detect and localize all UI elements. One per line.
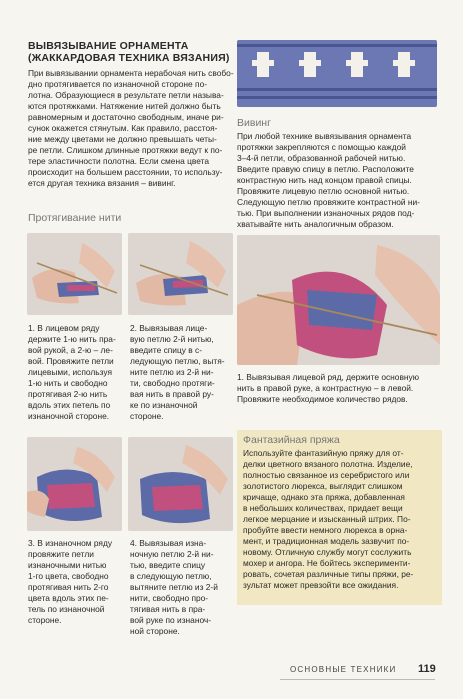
step-3-photo: [27, 437, 122, 531]
fancy-yarn-title: Фантазийная пряжа: [243, 434, 340, 446]
section-heading: ВЫВЯЗЫВАНИЕ ОРНАМЕНТА (ЖАККАРДОВАЯ ТЕХНИКА ВЯЗАНИЯ): [28, 40, 230, 64]
pull-section-title: Протягивание нити: [28, 212, 122, 224]
weaving-caption: 1. Вывязывая лицевой ряд, держите основную нить в правой руке, а контрастную – в левой. Провяжите необходимое количество рядов.: [237, 372, 420, 404]
footer-divider: [280, 679, 435, 680]
jacquard-swatch-photo: [237, 40, 437, 107]
weaving-photo: [237, 235, 440, 365]
page-number: 119: [418, 663, 436, 675]
weaving-title: Вивинг: [237, 117, 271, 129]
fancy-yarn-body: Используйте фантазийную пряжу для от- делки цветного вязаного полотна. Изделие, полностью связанное из серебристого или золотистого люрекса, выглядит слишком кричаще, однако эта пряжа, добавленная в небольших количествах, придает вещи легкое мерцание и изысканный штрих. По- пробуйте ввести немного люрекса в орна- мент, и традиционная модель зазвучит по- новому. Отличную службу могут сослужить мохер и ангора. Не бойтесь эксперименти- ровать, сочетая различные типы пряжи, ре- зультат может превзойти все ожидания.: [243, 448, 414, 590]
step-2-text: 2. Вывязывая лице- вую петлю 2-й нитью, введите спицу в с- ледующую петлю, вытя- ните петлю из 2-й ни- ти, свободно протяги- вая нить в правой ру- ке по изнаночной стороне.: [130, 323, 225, 421]
footer-section-name: ОСНОВНЫЕ ТЕХНИКИ: [290, 665, 397, 674]
weaving-body: При любой технике вывязывания орнамента протяжки закрепляются с помощью каждой 3–4-й петли, образованной рабочей нитью. Введите правую спицу в петлю. Расположите контрастную нить над концом правой спицы. Провяжите лицевую петлю основной нитью. Следующую петлю провяжите контрастной ни- тью. При выполнении изнаночных рядов под- хватывайте нить аналогичным образом.: [237, 131, 420, 229]
step-3-text: 3. В изнаночном ряду провяжите петли изнаночными нитью 1-го цвета, свободно протягивая нить 2-го цвета вдоль этих пе- тель по изнаночной стороне.: [28, 538, 113, 625]
step-4-photo: [128, 437, 233, 531]
step-2-photo: [128, 233, 233, 315]
step-4-text: 4. Вывязывая изна- ночную петлю 2-й ни- тью, введите спицу в следующую петлю, вытяните петлю из 2-й нити, свободно про- тягивая нить в пра- вой руке по изнаноч- ной стороне.: [130, 538, 218, 636]
section-body: При вывязывании орнамента нерабочая нить свобо- дно протягивается по изнаночной стороне по- лотна. Образующиеся в результате петли называ- ются протяжками. Натяжение нитей должно быть равномерным и достаточно свободным, иначе ри- сунок окажется стянутым. Как правило, расстоя- ние между цветами не должно превышать четы- ре петли. Слишком длинные протяжки ведут к по- тере эластичности полотна. Если смена цвета происходит на большем расстоянии, то использу- ется другая техника вязания – вивинг.: [28, 68, 234, 188]
step-1-photo: [27, 233, 122, 315]
step-1-text: 1. В лицевом ряду держите 1-ю нить пра- вой рукой, а 2-ю – ле- вой. Провяжите петли лицевыми, используя 1-ю нить и свободно протягивая 2-ю нить вдоль этих петель по изнаночной стороне.: [28, 323, 116, 421]
